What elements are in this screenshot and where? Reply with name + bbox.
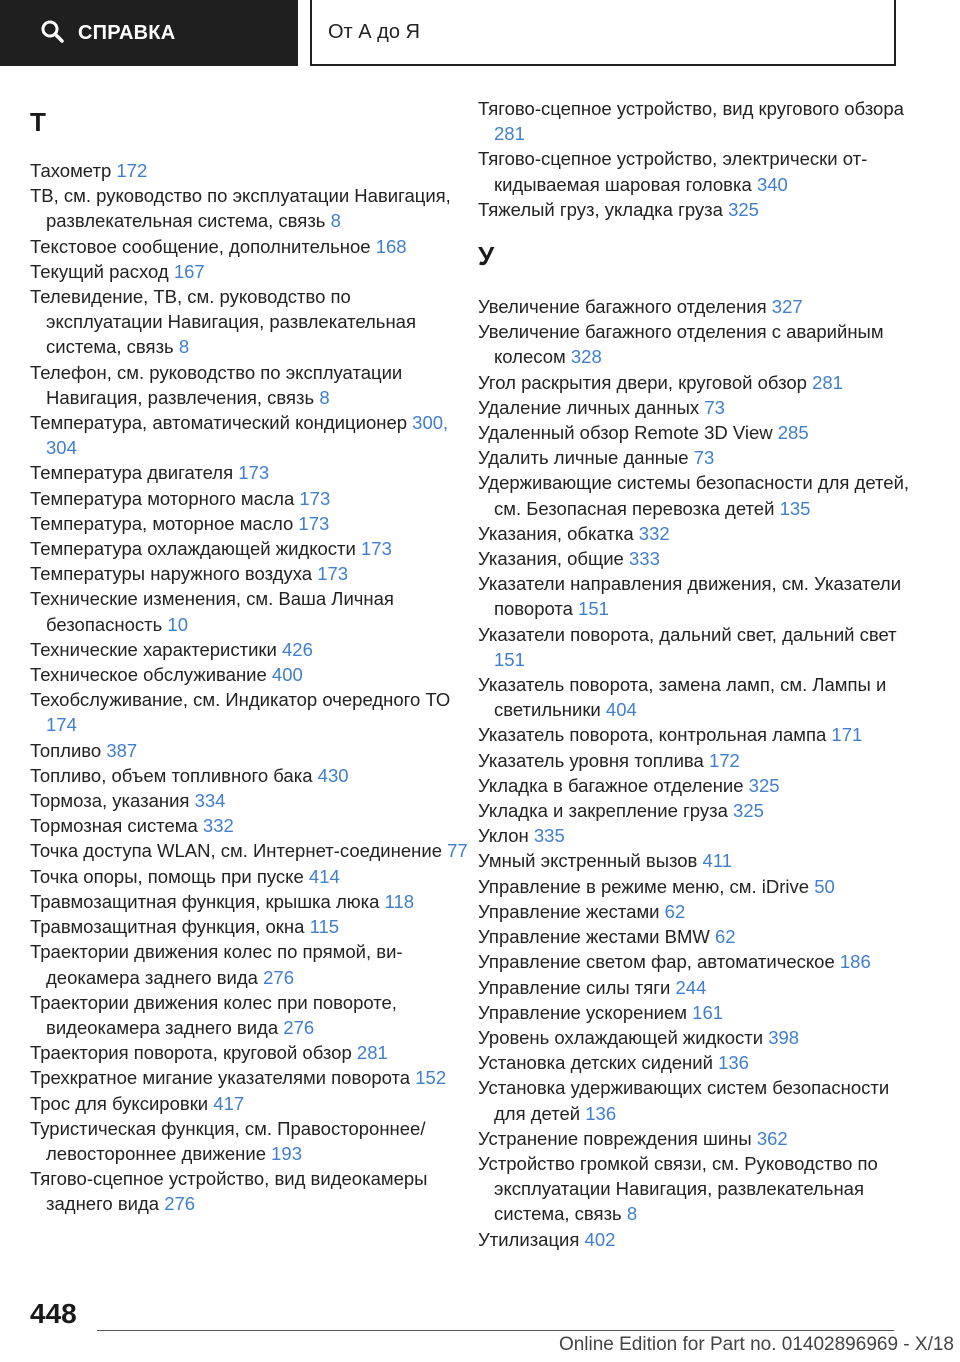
entry-text: Укладка в багажное отделение: [478, 774, 749, 796]
index-entry: [30, 561, 470, 586]
index-entry: [478, 722, 918, 747]
entry-text: Указания, общие: [478, 548, 629, 570]
page-link[interactable]: 173: [299, 487, 331, 509]
page-link[interactable]: 340: [756, 173, 788, 195]
page-link[interactable]: 300, 304: [46, 412, 449, 459]
index-entry: [30, 284, 470, 360]
index-entry: [478, 622, 918, 672]
page-link[interactable]: 73: [704, 396, 725, 418]
page-link[interactable]: 332: [638, 522, 670, 544]
entry-text: Телефон, см. руководство по эксплуатации Навигация, развлечения, связь: [30, 361, 403, 408]
entry-text: Устранение повреждения шины: [478, 1127, 757, 1149]
entry-text: Увеличение багажного отделения: [478, 296, 772, 318]
page-link[interactable]: 73: [693, 447, 715, 469]
page-link[interactable]: 404: [605, 699, 637, 721]
entry-text: Указания, обкатка: [478, 522, 639, 544]
index-entry: [478, 672, 918, 722]
index-entry: [478, 370, 918, 395]
index-entry: [30, 788, 470, 813]
entry-text: Туристическая функция, см. Правостороннее/левостороннее движение: [30, 1117, 426, 1164]
page-link[interactable]: 8: [319, 386, 330, 408]
entry-text: Точка опоры, помощь при пуске: [30, 865, 309, 887]
page-link[interactable]: 161: [692, 1001, 724, 1023]
index-column-right: [478, 96, 918, 1252]
entry-text: Уклон: [478, 825, 534, 847]
index-entry: [30, 460, 470, 485]
index-entry: [30, 889, 470, 914]
index-entry: [478, 197, 918, 222]
page-link[interactable]: 8: [626, 1203, 638, 1225]
page-link[interactable]: 171: [831, 724, 863, 746]
entry-text: Точка доступа WLAN, см. Интернет-соединение: [30, 840, 448, 862]
page-link[interactable]: 8: [330, 210, 341, 232]
page-link[interactable]: 325: [733, 800, 764, 822]
page-link[interactable]: 168: [375, 235, 407, 257]
page-link[interactable]: 115: [309, 916, 340, 938]
page-link[interactable]: 244: [675, 976, 707, 998]
entry-text: Управление жестами: [478, 900, 665, 922]
page-link[interactable]: 174: [46, 714, 77, 736]
page-link[interactable]: 50: [814, 875, 835, 897]
index-entry: [30, 1116, 470, 1166]
index-entry: [478, 96, 918, 146]
page-link[interactable]: 151: [494, 648, 525, 670]
entry-text: Тахометр: [30, 160, 117, 181]
entry-text: Увеличение багажного отделения с аварийным колесом: [478, 321, 884, 368]
index-entry: [478, 899, 918, 924]
index-entry: [478, 546, 918, 571]
page-link[interactable]: 173: [298, 512, 330, 534]
index-entry: [478, 294, 918, 319]
page-link[interactable]: 167: [173, 260, 205, 282]
index-entry: [478, 874, 918, 899]
page-link[interactable]: 151: [578, 598, 609, 620]
entry-text: Указатель поворота, замена ламп, см. Лампы и светильники: [478, 674, 887, 721]
entry-text: Технические изменения, см. Ваша Личная безопасность: [30, 588, 394, 635]
entry-text: Указатели поворота, дальний свет, дальний свет: [478, 623, 897, 645]
page-link[interactable]: 426: [282, 638, 313, 660]
entry-text: Удаление личных данных: [478, 396, 705, 418]
page-link[interactable]: 400: [271, 664, 303, 686]
page-link[interactable]: 414: [308, 865, 340, 887]
entry-text: Травмозащитная функция, крышка люка: [30, 890, 385, 912]
index-entry: [478, 445, 918, 470]
page-link[interactable]: 411: [702, 850, 733, 872]
page-link[interactable]: 325: [748, 774, 780, 796]
entry-text: Топливо, объем топливного бака: [30, 764, 318, 786]
entry-text: Управление ускорением: [478, 1001, 693, 1023]
index-entry: [30, 763, 470, 788]
page-link[interactable]: 328: [570, 346, 602, 368]
entry-text: Текстовое сообщение, дополнительное: [30, 235, 376, 257]
index-entry: [478, 319, 918, 369]
page-link[interactable]: 281: [356, 1042, 388, 1064]
page-link[interactable]: 276: [283, 1016, 315, 1038]
entry-text: Траектории движения колес по прямой, видеокамера заднего вида: [30, 941, 403, 988]
entry-text: Травмозащитная функция, окна: [30, 916, 310, 938]
page-link[interactable]: 332: [202, 815, 234, 837]
entry-text: Трехкратное мигание указателями поворота: [30, 1067, 416, 1089]
index-entry: [478, 1075, 918, 1125]
tab-help-label: СПРАВКА: [78, 21, 176, 44]
page-link[interactable]: 173: [238, 462, 270, 484]
entry-text: Текущий расход: [30, 260, 174, 282]
entry-text: Телевидение, ТВ, см. руководство по эксплуатации Навигация, развлекательная система, связь: [30, 286, 416, 358]
entry-text: Удалить личные данные: [478, 447, 694, 469]
header: [0, 0, 960, 66]
page-link[interactable]: 398: [768, 1026, 800, 1048]
entry-text: Трос для буксировки: [30, 1092, 214, 1114]
entry-text: Температура, автоматический кондиционер: [30, 412, 413, 434]
index-entry: [478, 975, 918, 1000]
index-entry: [30, 914, 470, 939]
entry-text: Температура, моторное масло: [30, 512, 299, 534]
entry-text: Тормоза, указания: [30, 790, 195, 812]
entry-text: Температура моторного масла: [30, 487, 300, 509]
index-entry: [478, 773, 918, 798]
index-entry: [478, 1000, 918, 1025]
tab-help[interactable]: [0, 0, 298, 66]
entry-text: Указатель уровня топлива: [478, 749, 709, 771]
page-link[interactable]: 62: [715, 926, 736, 948]
index-entry: [30, 410, 470, 460]
index-entry: [30, 687, 470, 737]
page-link[interactable]: 276: [164, 1193, 196, 1215]
tab-a-to-z[interactable]: [310, 0, 896, 66]
page-link[interactable]: 172: [708, 749, 740, 771]
index-entry: [30, 1065, 470, 1090]
entry-text: Устройство громкой связи, см. Руководство по эксплуатации Навигация, развлекательная система, связь: [478, 1152, 878, 1225]
index-entry: [478, 823, 918, 848]
page-link[interactable]: 281: [812, 371, 843, 393]
entry-text: Тягово-сцепное устройство, вид кругового обзора: [478, 98, 904, 119]
page-link[interactable]: 10: [167, 613, 188, 635]
page-link[interactable]: 173: [317, 563, 349, 585]
entry-text: Тяжелый груз, укладка груза: [478, 198, 729, 220]
page-link[interactable]: 325: [728, 198, 759, 220]
index-entry: [30, 838, 470, 863]
entry-text: Температура двигателя: [30, 462, 239, 484]
index-entry: [478, 924, 918, 949]
index-entry: [478, 1227, 918, 1252]
entry-text: Утилизация: [478, 1228, 585, 1250]
index-entry: [30, 738, 470, 763]
index-entry: [478, 748, 918, 773]
entry-text: Техническое обслуживание: [30, 664, 272, 686]
index-entry: [30, 990, 470, 1040]
entry-text: Указатель поворота, контрольная лампа: [478, 724, 832, 746]
page-link[interactable]: 402: [584, 1228, 616, 1250]
page-number: 448: [30, 1298, 77, 1329]
index-column-left: [30, 96, 470, 1217]
page-link[interactable]: 193: [271, 1142, 303, 1164]
page-link[interactable]: 281: [494, 123, 525, 145]
index-entry: [478, 571, 918, 621]
page-link[interactable]: 186: [839, 951, 871, 973]
entry-text: Траектории движения колес при повороте, видеокамера заднего вида: [30, 991, 397, 1038]
index-entry: [30, 813, 470, 838]
index-entry: [478, 395, 918, 420]
footer-divider: [97, 1330, 894, 1331]
index-entry: [30, 536, 470, 561]
entry-text: Тягово-сцепное устройство, вид видеокамеры заднего вида: [30, 1168, 428, 1215]
entry-text: Технические характеристики: [30, 638, 282, 660]
index-entry-list: [478, 294, 918, 1252]
index-entry: [478, 949, 918, 974]
page-link[interactable]: 152: [415, 1067, 447, 1089]
page-link[interactable]: 118: [384, 890, 415, 912]
entry-text: Техобслуживание, см. Индикатор очередного ТО: [30, 689, 451, 711]
entry-text: Управление светом фар, автоматическое: [478, 951, 840, 973]
entry-text: ТВ, см. руководство по эксплуатации Навигация, развлекательная система, связь: [30, 185, 451, 232]
entry-text: Управление в режиме меню, см. iDrive: [478, 875, 815, 897]
page-link[interactable]: 334: [194, 790, 226, 812]
index-entry: [30, 183, 470, 233]
page-link[interactable]: 77: [447, 840, 468, 862]
entry-text: Установка детских сидений: [478, 1052, 719, 1074]
page-link[interactable]: 362: [756, 1127, 788, 1149]
entry-text: Умный экстренный вызов: [478, 850, 703, 872]
index-entry: [30, 1091, 470, 1116]
index-entry: [30, 939, 470, 989]
index-entry: [30, 360, 470, 410]
index-entry: [30, 259, 470, 284]
entry-text: Температура охлаждающей жидкости: [30, 538, 362, 560]
entry-text: Укладка и закрепление груза: [478, 800, 734, 822]
index-entry: [30, 511, 470, 536]
index-entry: [30, 1040, 470, 1065]
page-link[interactable]: 172: [116, 160, 148, 181]
search-icon: [40, 19, 64, 48]
index-entry: [478, 848, 918, 873]
index-entry: [30, 864, 470, 889]
tab-a-to-z-label: От А до Я: [328, 20, 420, 43]
page-link[interactable]: 327: [771, 296, 803, 318]
index-entry: [30, 234, 470, 259]
page-link[interactable]: 62: [664, 900, 686, 922]
page-link[interactable]: 335: [533, 825, 565, 847]
entry-text: Удаленный обзор Remote 3D View: [478, 422, 778, 444]
index-entry: [478, 420, 918, 445]
entry-text: Уровень охлаждающей жидкости: [478, 1026, 769, 1048]
section-letter: У: [478, 241, 495, 272]
page-link[interactable]: 285: [777, 422, 809, 444]
page-link[interactable]: 276: [263, 966, 294, 988]
edition-note: Online Edition for Part no. 01402896969 - X/18: [558, 1334, 954, 1355]
page-link[interactable]: 8: [178, 336, 190, 358]
index-entry: [30, 158, 470, 183]
index-entry: [478, 1025, 918, 1050]
entry-text: Траектория поворота, круговой обзор: [30, 1042, 357, 1064]
entry-text: Тормозная система: [30, 815, 203, 837]
page-link[interactable]: 430: [317, 764, 349, 786]
entry-text: Тягово-сцепное устройство, электрически откидываемая шаровая головка: [478, 148, 868, 195]
index-entry-list: [30, 158, 470, 1217]
page-link[interactable]: 135: [779, 497, 811, 519]
entry-text: Управление жестами BMW: [478, 926, 715, 948]
entry-text: Удерживающие системы безопасности для детей, см. Безопасная перевозка детей: [478, 472, 910, 519]
entry-text: Управление силы тяги: [478, 976, 676, 998]
index-entry: [478, 798, 918, 823]
index-entry: [30, 1166, 470, 1216]
index-entry: [478, 1151, 918, 1227]
index-entry: [478, 146, 918, 196]
index-entry: [478, 470, 918, 520]
page-link[interactable]: 136: [718, 1052, 749, 1074]
entry-text: Угол раскрытия двери, круговой обзор: [478, 371, 813, 393]
entry-text: Указатели направления движения, см. Указатели поворота: [478, 573, 902, 620]
entry-text: Установка удерживающих систем безопасности для детей: [478, 1077, 890, 1124]
index-entry: [30, 637, 470, 662]
entry-text: Температуры наружного воздуха: [30, 563, 318, 585]
page-link[interactable]: 333: [629, 548, 660, 570]
index-entry: [30, 486, 470, 511]
index-entry: [30, 586, 470, 636]
page-link[interactable]: 136: [585, 1102, 617, 1124]
index-entry: [478, 521, 918, 546]
page-link[interactable]: 417: [213, 1092, 245, 1114]
index-entry: [478, 1126, 918, 1151]
page-link[interactable]: 173: [361, 538, 392, 560]
index-entry: [30, 662, 470, 687]
index-entry: [478, 1050, 918, 1075]
index-entry-list: [478, 96, 918, 222]
page-link[interactable]: 387: [106, 739, 138, 761]
section-letter: Т: [30, 107, 46, 137]
entry-text: Топливо: [30, 739, 107, 761]
